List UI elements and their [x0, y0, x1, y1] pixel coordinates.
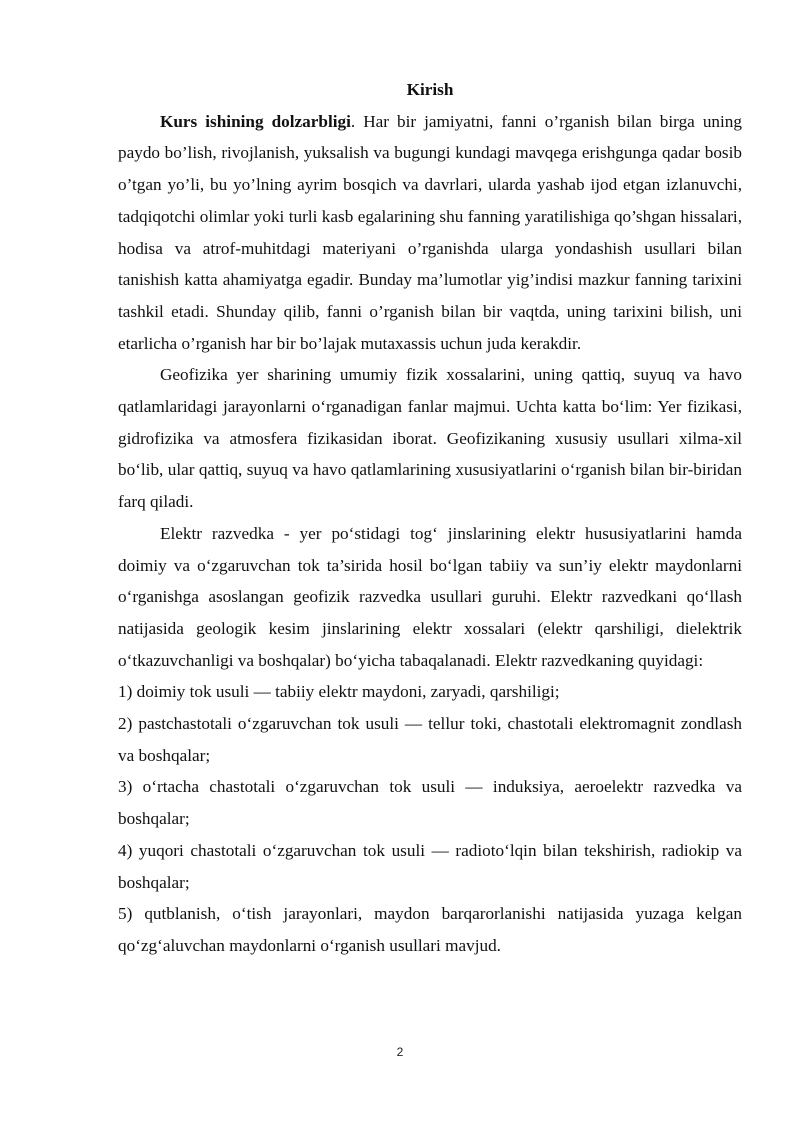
section-title: Kirish: [406, 80, 454, 99]
list-item: 4) yuqori chastotali o‘zgaruvchan tok usuli — radioto‘lqin bilan tekshirish, radiokip va boshqalar;: [118, 840, 742, 892]
document-page: [118, 74, 742, 962]
intro-lead: Kurs ishining dolzarbligi: [160, 111, 351, 131]
intro-text: . Har bir jamiyatni, fanni o’rganish bilan birga uning paydo bo’lish, rivojlanish, yuksalish va bugungi kundagi mavqega erishgunga qadar bosib o’tgan yo’li, bu yo’lning ayrim bosqich va davrlari, ularda yashab ijod etgan izlanuvchi, tadqiqotchi olimlar yoki turli kasb egalarining shu fanning yaratilishiga qo’shgan hissalari, hodisa va atrof-muhitdagi materiyani o’rganishda ularga yondashish usullari bilan tanishish katta ahamiyatga egadir. Bunday ma’lumotlar yig’indisi mazkur fanning tarixini tashkil etadi. Shunday qilib, fanni o’rganish bilan bir vaqtda, uning tarixini bilish, uni etarlicha o’rganish har bir bo’lajak mutaxassis uchun juda kerakdir.: [118, 111, 742, 353]
list-item: 5) qutblanish, o‘tish jarayonlari, maydon barqarorlanishi natijasida yuzaga kelgan qo‘zg‘aluvchan maydonlarni o‘rganish usullari mavjud.: [118, 904, 742, 955]
list-item: 3) o‘rtacha chastotali o‘zgaruvchan tok usuli — induksiya, aeroelektr razvedka va boshqalar;: [118, 777, 742, 829]
page-number: 2: [396, 1045, 404, 1059]
geofizika-paragraph: Geofizika yer sharining umumiy fizik xossalarini, uning qattiq, suyuq va havo qatlamlaridagi jarayonlarni o‘rganadigan fanlar majmui. Uchta katta bo‘lim: Yer fizikasi, gidrofizika va atmosfera fizikasidan iborat. Geofizikaning xususiy usullari xilma-xil bo‘lib, ular qattiq, suyuq va havo qatlamlarining xususiyatlarini o‘rganish bilan bir-biridan farq qiladi.: [118, 365, 742, 512]
list-item: 2) pastchastotali o‘zgaruvchan tok usuli — tellur toki, chastotali elektromagnit zondlash va boshqalar;: [118, 714, 742, 765]
elektr-paragraph: Elektr razvedka - yer po‘stidagi tog‘ jinslarining elektr hususiyatlarini hamda doimiy va o‘zgaruvchan tok ta’sirida hosil bo‘lgan tabiiy va sun’iy elektr maydonlarni o‘rganishga asoslangan geofizik razvedka usullari guruhi. Elektr razvedkani qo‘llash natijasida geologik kesim jinslarining elektr xossalari (elektr qarshiligi, dielektrik o‘tkazuvchanligi va boshqalar) bo‘yicha tabaqalanadi. Elektr razvedkaning quyidagi:: [118, 523, 742, 670]
intro-paragraph: [118, 106, 742, 360]
list-item: 1) doimiy tok usuli — tabiiy elektr maydoni, zaryadi, qarshiligi;: [118, 682, 560, 702]
